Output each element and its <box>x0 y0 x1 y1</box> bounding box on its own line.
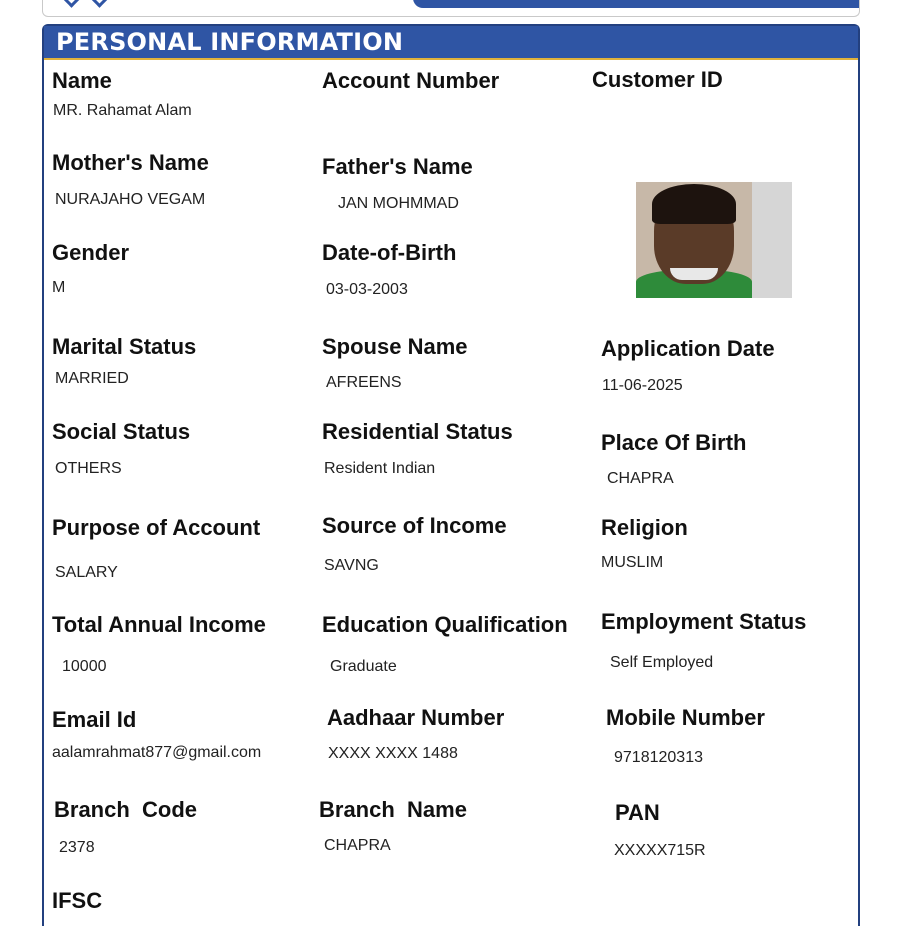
mothers-name-value: NURAJAHO VEGAM <box>55 191 206 208</box>
gender-value: M <box>52 279 66 296</box>
fathers-name-value: JAN MOHMMAD <box>338 195 459 212</box>
place-of-birth-label: Place Of Birth <box>601 430 747 455</box>
total-annual-income-label: Total Annual Income <box>52 612 266 637</box>
application-date-label: Application Date <box>601 336 775 361</box>
pan-value: XXXXX715R <box>614 842 706 859</box>
education-qualification-label: Education Qualification <box>322 612 568 637</box>
bank-logo-icon <box>62 0 80 8</box>
religion-label: Religion <box>601 515 688 540</box>
section-header <box>44 26 858 60</box>
mothers-name-label: Mother's Name <box>52 150 209 175</box>
ifsc-label: IFSC <box>52 888 103 913</box>
customer-id-label: Customer ID <box>592 67 723 92</box>
social-status-value: OTHERS <box>55 460 122 477</box>
top-banner-bar <box>413 0 860 8</box>
marital-status-label: Marital Status <box>52 334 197 359</box>
spouse-name-label: Spouse Name <box>322 334 468 359</box>
mobile-number-label: Mobile Number <box>606 705 765 730</box>
dob-label: Date-of-Birth <box>322 240 457 265</box>
email-id-value: aalamrahmat877@gmail.com <box>52 744 262 761</box>
gender-label: Gender <box>52 240 130 265</box>
bank-tagline-strip <box>149 0 315 3</box>
email-id-label: Email Id <box>52 707 137 732</box>
branch-code-label: Branch Code <box>54 797 198 822</box>
aadhaar-number-value: XXXX XXXX 1488 <box>328 745 458 762</box>
name-value: MR. Rahamat Alam <box>53 102 192 119</box>
name-label: Name <box>52 68 112 93</box>
education-qualification-value: Graduate <box>330 658 397 675</box>
source-of-income-label: Source of Income <box>322 513 507 538</box>
branch-name-value: CHAPRA <box>324 837 391 854</box>
spouse-name-value: AFREENS <box>326 374 402 391</box>
religion-value: MUSLIM <box>601 554 664 571</box>
account-number-label: Account Number <box>322 68 500 93</box>
application-date-value: 11-06-2025 <box>602 377 683 394</box>
branch-name-label: Branch Name <box>319 797 467 822</box>
place-of-birth-value: CHAPRA <box>607 470 674 487</box>
top-header-strip <box>42 0 860 17</box>
source-of-income-value: SAVNG <box>324 557 379 574</box>
purpose-of-account-value: SALARY <box>55 564 118 581</box>
residential-status-value: Resident Indian <box>324 460 436 477</box>
marital-status-value: MARRIED <box>55 370 129 387</box>
employment-status-value: Self Employed <box>610 654 714 671</box>
fathers-name-label: Father's Name <box>322 154 473 179</box>
residential-status-label: Residential Status <box>322 419 513 444</box>
purpose-of-account-label: Purpose of Account <box>52 515 261 540</box>
section-title: PERSONAL INFORMATION <box>56 28 404 56</box>
branch-code-value: 2378 <box>59 839 95 856</box>
bank-logo-icon-secondary <box>90 0 108 8</box>
total-annual-income-value: 10000 <box>62 658 107 675</box>
dob-value: 03-03-2003 <box>326 281 408 298</box>
pan-label: PAN <box>615 800 660 825</box>
mobile-number-value: 9718120313 <box>614 749 703 766</box>
social-status-label: Social Status <box>52 419 191 444</box>
employment-status-label: Employment Status <box>601 609 807 634</box>
applicant-photo <box>636 182 792 298</box>
aadhaar-number-label: Aadhaar Number <box>327 705 505 730</box>
